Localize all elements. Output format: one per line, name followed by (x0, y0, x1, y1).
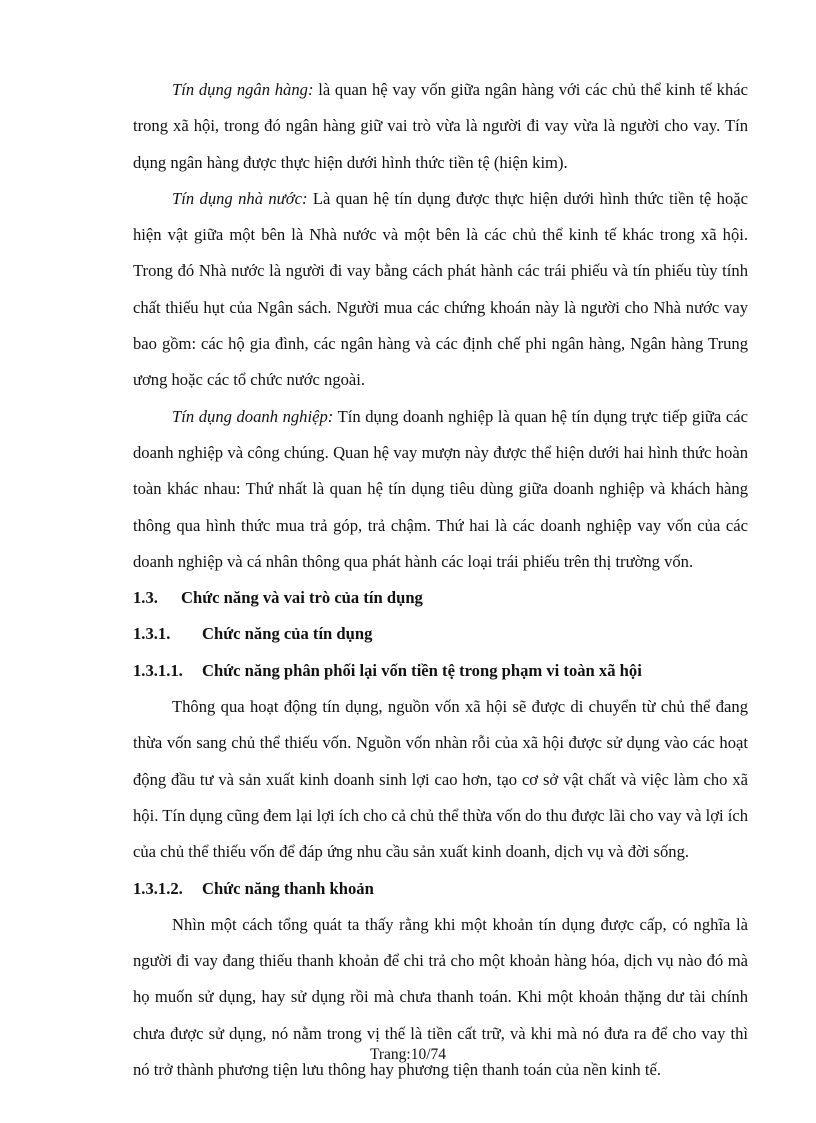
heading-number: 1.3.1.1. (133, 660, 183, 680)
heading-title: Chức năng phân phối lại vốn tiền tệ trong phạm vi toàn xã hội (202, 660, 642, 680)
heading-title: Chức năng và vai trò của tín dụng (181, 588, 423, 608)
term-enterprise-credit: Tín dụng doanh nghiệp: (172, 406, 334, 426)
paragraph-text: Tín dụng doanh nghiệp là quan hệ tín dụng trực tiếp giữa các doanh nghiệp và công chúng. Quan hệ vay mượn này được thể hiện dưới hai hình thức hoàn toàn khác nhau: Thứ nhất là quan hệ tín dụng tiêu dùng giữa doanh nghiệp và khách hàng thông qua hình thức mua trả góp, trả chậm. Thứ hai là các doanh nghiệp vay vốn của các doanh nghiệp và cá nhân thông qua phát hành các loại trái phiếu trên thị trường vốn. (133, 406, 748, 571)
paragraph-text: Thông qua hoạt động tín dụng, nguồn vốn xã hội sẽ được di chuyển từ chủ thể đang thừa vốn sang chủ thể thiếu vốn. Nguồn vốn nhàn rỗi của xã hội được sử dụng vào các hoạt động đầu tư và sản xuất kinh doanh sinh lợi cao hơn, tạo cơ sở vật chất và việc làm cho xã hội. Tín dụng cũng đem lại lợi ích cho cả chủ thể thừa vốn do thu được lãi cho vay và lợi ích của chủ thể thiếu vốn để đáp ứng nhu cầu sản xuất kinh doanh, dịch vụ và đời sống. (133, 697, 748, 862)
paragraph-text: là quan hệ vay vốn giữa ngân hàng với các chủ thể kinh tế khác trong xã hội, trong đó ngân hàng giữ vai trò vừa là người đi vay vừa là người cho vay. Tín dụng ngân hàng được thực hiện dưới hình thức tiền tệ (hiện kim). (133, 80, 748, 172)
term-bank-credit: Tín dụng ngân hàng: (172, 80, 314, 99)
heading-title: Chức năng thanh khoản (202, 878, 374, 898)
document-page (133, 72, 748, 1088)
heading-title: Chức năng của tín dụng (202, 624, 373, 644)
paragraph-bank-credit (133, 72, 748, 181)
paragraph-enterprise-credit (133, 399, 748, 580)
heading-1-3 (133, 580, 748, 616)
term-state-credit: Tín dụng nhà nước: (172, 188, 308, 208)
heading-1-3-1-1 (133, 653, 748, 689)
heading-1-3-1-2 (133, 871, 748, 907)
heading-number: 1.3. (133, 588, 158, 608)
heading-1-3-1 (133, 616, 748, 652)
paragraph-state-credit (133, 181, 748, 399)
paragraph-text: Nhìn một cách tổng quát ta thấy rằng khi một khoản tín dụng được cấp, có nghĩa là người đi vay đang thiếu thanh khoản để chi trả cho một khoản hàng hóa, dịch vụ nào đó mà họ muốn sử dụng, hay sử dụng rồi mà chưa thanh toán. Khi một khoản thặng dư tài chính chưa được sử dụng, nó nằm trong vị thế là tiền cất trữ, và khi mà nó đưa ra để cho vay thì nó trở thành phương tiện lưu thông hay phương tiện thanh toán của nền kinh tế. (133, 914, 748, 1080)
paragraph-redistribution (133, 689, 748, 870)
heading-number: 1.3.1.2. (133, 878, 183, 898)
paragraph-text: Là quan hệ tín dụng được thực hiện dưới hình thức tiền tệ hoặc hiện vật giữa một bên là Nhà nước và một bên là các chủ thể kinh tế khác trong xã hội. Trong đó Nhà nước là người đi vay bằng cách phát hành các trái phiếu và tín phiếu tùy tính chất thiếu hụt của Ngân sách. Người mua các chứng khoán này là người cho Nhà nước vay bao gồm: các hộ gia đình, các ngân hàng và các định chế phi ngân hàng, Ngân hàng Trung ương hoặc các tổ chức nước ngoài. (133, 188, 748, 390)
heading-number: 1.3.1. (133, 624, 171, 644)
page-number: Trang:10/74 (369, 1046, 447, 1063)
